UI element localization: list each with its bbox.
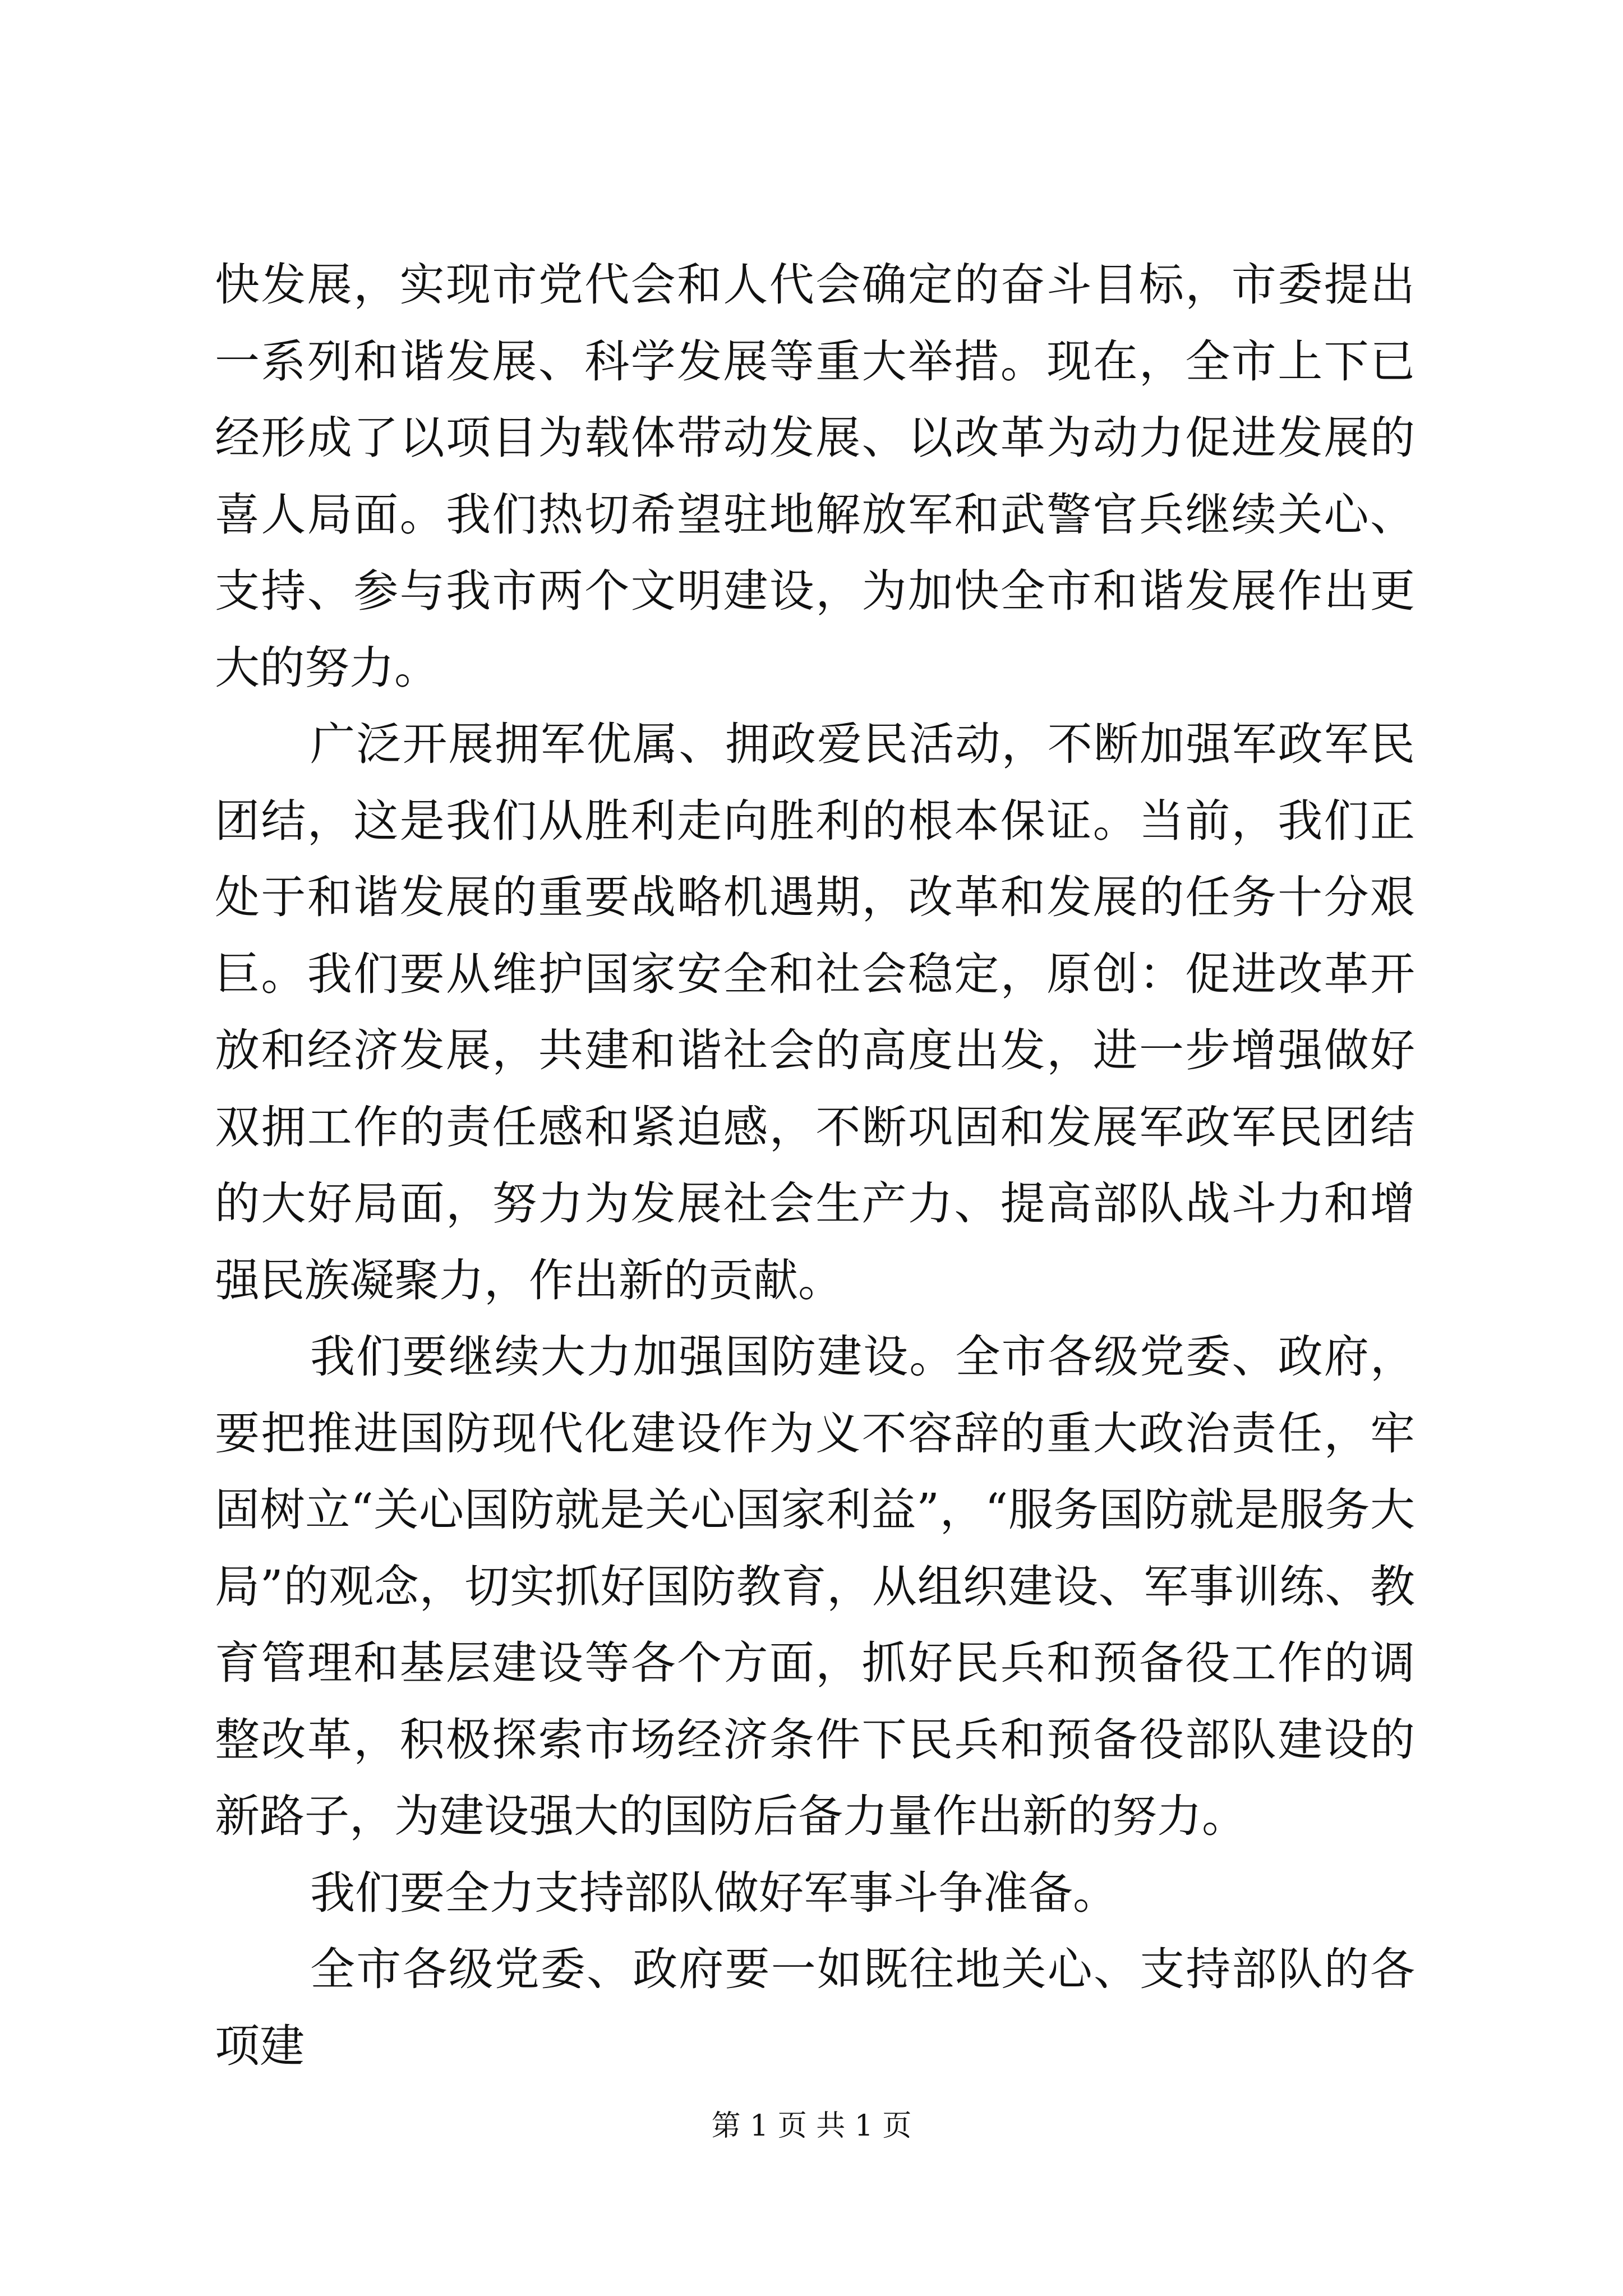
page-footer: 第 1 页 共 1 页 xyxy=(711,2109,912,2143)
paragraph-1: 快发展，实现市党代会和人代会确定的奋斗目标，市委提出一系列和谐发展、科学发展等重大举措。现在，全市上下已经形成了以项目为载体带动发展、以改革为动力促进发展的喜人局面。我们热切希望驻地解放军和武警官兵继续关心、支持、参与我市两个文明建设，为加快全市和谐发展作出更大的努力。 xyxy=(215,259,1415,694)
paragraph-2: 广泛开展拥军优属、拥政爱民活动，不断加强军政军民团结，这是我们从胜利走向胜利的根本保证。当前，我们正处于和谐发展的重要战略机遇期，改革和发展的任务十分艰巨。我们要从维护国家安全和社会稳定，原创：促进改革开放和经济发展，共建和谐社会的高度出发，进一步增强做好双拥工作的责任感和紧迫感，不断巩固和发展军政军民团结的大好局面，努力为发展社会生产力、提高部队战斗力和增强民族凝聚力，作出新的贡献。 xyxy=(215,718,1415,1306)
paragraph-3: 我们要继续大力加强国防建设。全市各级党委、政府，要把推进国防现代化建设作为义不容辞的重大政治责任，牢固树立“关心国防就是关心国家利益”，“服务国防就是服务大局”的观念，切实抓好国防教育，从组织建设、军事训练、教育管理和基层建设等各个方面，抓好民兵和预备役工作的调整改革，积极探索市场经济条件下民兵和预备役部队建设的新路子，为建设强大的国防后备力量作出新的努力。 xyxy=(215,1331,1415,1842)
paragraph-5: 全市各级党委、政府要一如既往地关心、支持部队的各项建 xyxy=(215,1943,1415,2072)
document-body xyxy=(215,247,1415,2085)
paragraph-4: 我们要全力支持部队做好军事斗争准备。 xyxy=(310,1866,1118,1919)
